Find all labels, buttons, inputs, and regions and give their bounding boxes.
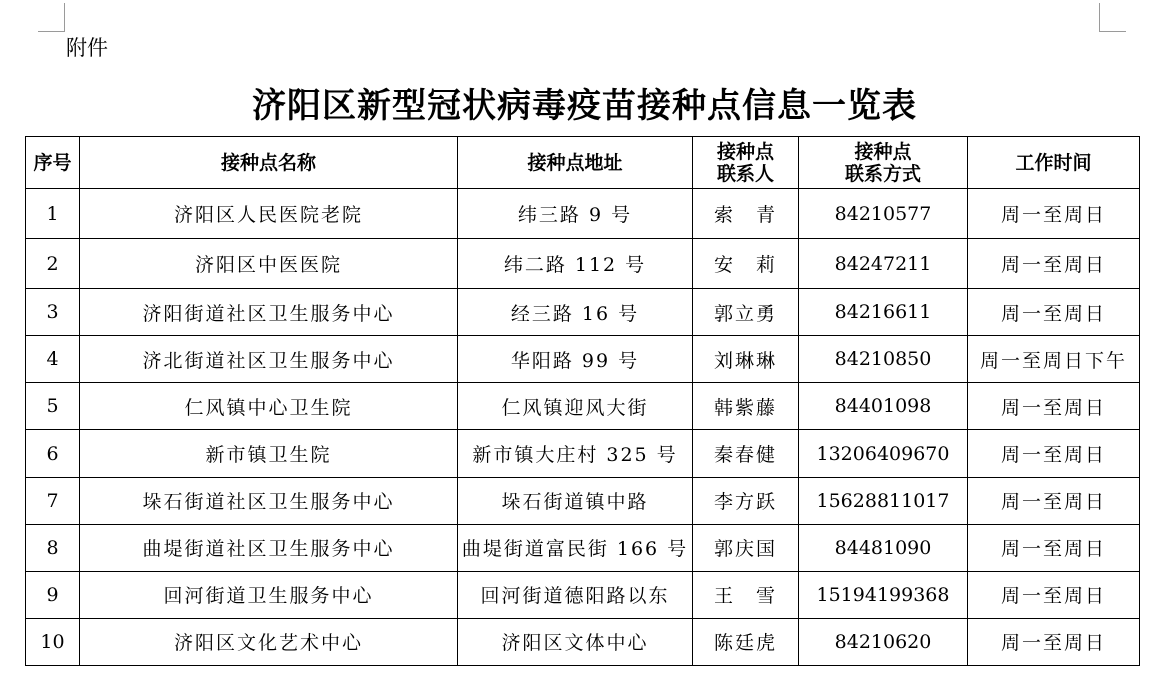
cell-site-address: 华阳路 99 号 (458, 336, 693, 383)
table-row (26, 239, 1140, 289)
table-header-row (26, 137, 1140, 189)
cell-site-name: 济阳区人民医院老院 (80, 189, 458, 239)
cell-index: 9 (26, 571, 80, 618)
cell-contact-phone: 84210620 (799, 618, 968, 665)
cell-site-address: 曲堤街道富民街 166 号 (458, 524, 693, 571)
cell-hours: 周一至周日 (968, 524, 1140, 571)
table-row (26, 336, 1140, 383)
cell-site-address: 济阳区文体中心 (458, 618, 693, 665)
cell-site-name: 济阳区文化艺术中心 (80, 618, 458, 665)
table-row (26, 430, 1140, 477)
cell-hours: 周一至周日 (968, 383, 1140, 430)
cell-index: 3 (26, 289, 80, 336)
table-row (26, 524, 1140, 571)
cell-contact-person: 李方跃 (693, 477, 799, 524)
cell-site-name: 垛石街道社区卫生服务中心 (80, 477, 458, 524)
cell-index: 7 (26, 477, 80, 524)
cell-site-name: 回河街道卫生服务中心 (80, 571, 458, 618)
cell-contact-person: 刘琳琳 (693, 336, 799, 383)
cell-site-name: 济阳区中医医院 (80, 239, 458, 289)
header-contact-phone-line2: 联系方式 (844, 162, 921, 185)
table-row (26, 289, 1140, 336)
cell-contact-person: 郭立勇 (693, 289, 799, 336)
cell-contact-phone: 15194199368 (799, 571, 968, 618)
cell-site-address: 仁风镇迎风大街 (458, 383, 693, 430)
table-row (26, 189, 1140, 239)
cell-site-address: 回河街道德阳路以东 (458, 571, 693, 618)
cell-site-address: 新市镇大庄村 325 号 (458, 430, 693, 477)
cell-index: 10 (26, 618, 80, 665)
table-row (26, 477, 1140, 524)
cell-contact-phone: 84401098 (799, 383, 968, 430)
header-contact-person (693, 137, 799, 189)
cell-site-address: 纬三路 9 号 (458, 189, 693, 239)
cell-site-address: 纬二路 112 号 (458, 239, 693, 289)
cell-index: 6 (26, 430, 80, 477)
cell-contact-phone: 84216611 (799, 289, 968, 336)
cell-hours: 周一至周日 (968, 571, 1140, 618)
cell-contact-phone: 84210850 (799, 336, 968, 383)
header-site-name: 接种点名称 (80, 137, 458, 189)
cell-contact-person: 安 莉 (693, 239, 799, 289)
cell-site-name: 济北街道社区卫生服务中心 (80, 336, 458, 383)
cell-site-address: 经三路 16 号 (458, 289, 693, 336)
crop-mark-top-left (38, 3, 65, 32)
table-row (26, 383, 1140, 430)
header-contact-phone (799, 137, 968, 189)
cell-contact-phone: 84210577 (799, 189, 968, 239)
header-contact-phone-line1: 接种点 (854, 140, 912, 163)
cell-site-name: 新市镇卫生院 (80, 430, 458, 477)
cell-hours: 周一至周日 (968, 618, 1140, 665)
cell-contact-person: 王 雪 (693, 571, 799, 618)
cell-site-name: 仁风镇中心卫生院 (80, 383, 458, 430)
cell-index: 1 (26, 189, 80, 239)
cell-site-name: 曲堤街道社区卫生服务中心 (80, 524, 458, 571)
cell-index: 8 (26, 524, 80, 571)
cell-hours: 周一至周日 (968, 289, 1140, 336)
cell-contact-person: 索 青 (693, 189, 799, 239)
cell-hours: 周一至周日下午 (968, 336, 1140, 383)
header-contact-person-line1: 接种点 (716, 140, 774, 163)
cell-contact-person: 郭庆国 (693, 524, 799, 571)
cell-index: 5 (26, 383, 80, 430)
table-row (26, 571, 1140, 618)
cell-index: 4 (26, 336, 80, 383)
cell-contact-person: 陈廷虎 (693, 618, 799, 665)
cell-hours: 周一至周日 (968, 477, 1140, 524)
cell-site-name: 济阳街道社区卫生服务中心 (80, 289, 458, 336)
vaccination-site-table (25, 136, 1140, 666)
cell-contact-phone: 84481090 (799, 524, 968, 571)
cell-contact-phone: 84247211 (799, 239, 968, 289)
cell-index: 2 (26, 239, 80, 289)
cell-contact-person: 韩紫藤 (693, 383, 799, 430)
document-title: 济阳区新型冠状病毒疫苗接种点信息一览表 (252, 86, 917, 126)
crop-mark-top-right (1099, 3, 1126, 32)
cell-hours: 周一至周日 (968, 430, 1140, 477)
table-row (26, 618, 1140, 665)
cell-site-address: 垛石街道镇中路 (458, 477, 693, 524)
annex-label: 附件 (66, 36, 108, 60)
cell-contact-person: 秦春健 (693, 430, 799, 477)
header-contact-person-line2: 联系人 (716, 162, 774, 185)
header-hours: 工作时间 (968, 137, 1140, 189)
cell-contact-phone: 13206409670 (799, 430, 968, 477)
header-site-address: 接种点地址 (458, 137, 693, 189)
cell-hours: 周一至周日 (968, 189, 1140, 239)
cell-contact-phone: 15628811017 (799, 477, 968, 524)
cell-hours: 周一至周日 (968, 239, 1140, 289)
header-index: 序号 (26, 137, 80, 189)
